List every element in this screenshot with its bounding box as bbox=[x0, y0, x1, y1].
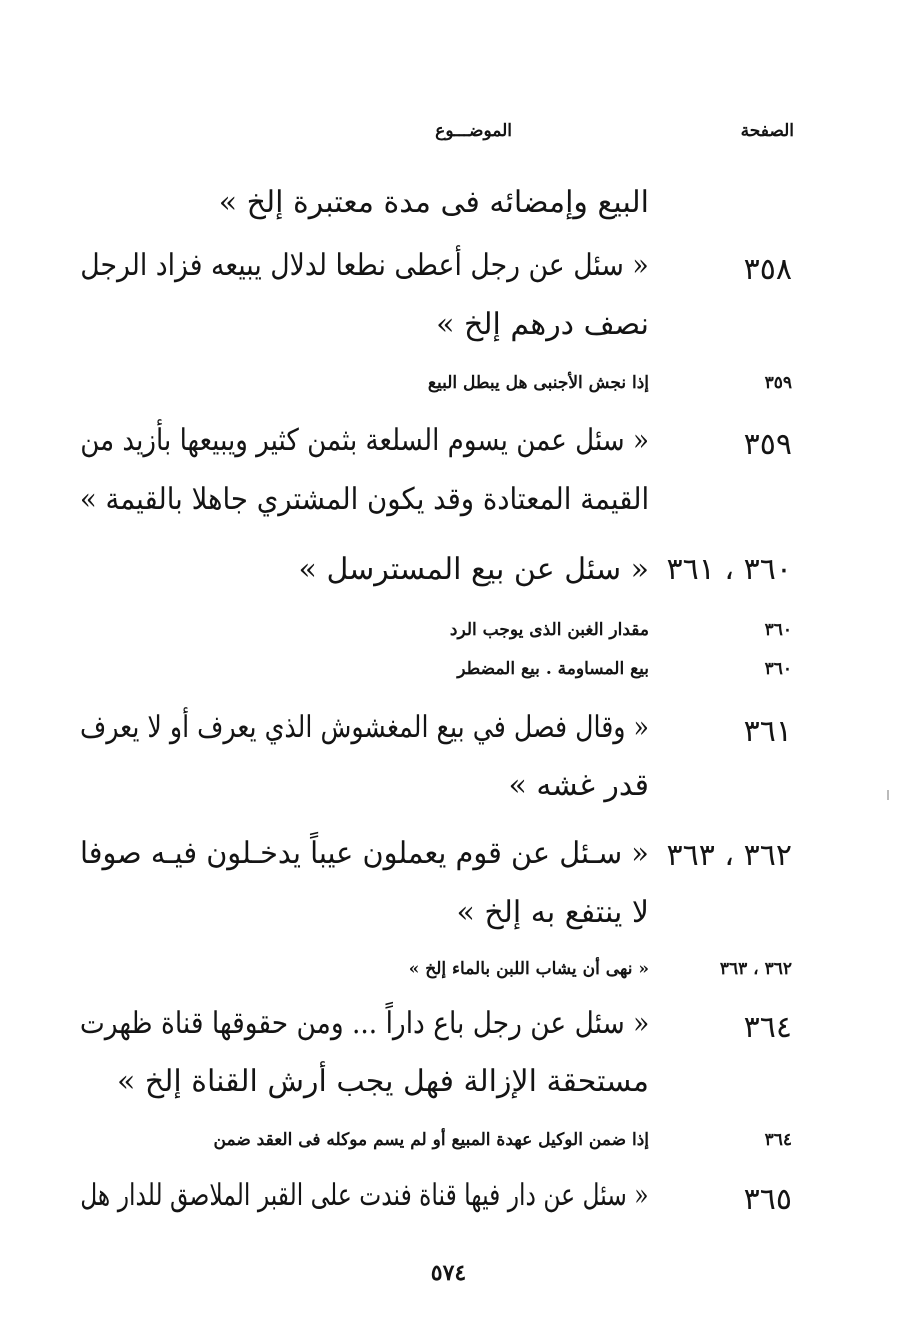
entry-page-number: ٣٥٩ bbox=[743, 427, 792, 462]
entry-line: « سئل عن رجل أعطى نطعا لدلال يبيعه فزاد الرجل bbox=[80, 248, 649, 283]
margin-mark bbox=[887, 790, 889, 800]
entry-page-number: ٣٦٥ bbox=[743, 1182, 792, 1217]
entry-page-range: ٣٦٠ ، ٣٦١ bbox=[666, 552, 792, 587]
entry-line-small: إذا نجش الأجنبى هل يبطل البيع bbox=[427, 373, 649, 393]
entry-line-small: « نهى أن يشاب اللبن بالماء إلخ » bbox=[408, 959, 649, 979]
page-number-footer: ٥٧٤ bbox=[430, 1260, 467, 1286]
entry-page-range: ٣٦٢ ، ٣٦٣ bbox=[666, 838, 792, 873]
entry-line: « وقال فصل في بيع المغشوش الذي يعرف أو لا يعرف bbox=[79, 710, 649, 745]
entry-line: « سئل عن بيع المسترسل » bbox=[298, 552, 649, 587]
entry-page-number: ٣٦٠ bbox=[764, 620, 792, 640]
entry-line: « سئل عن دار فيها قناة فندت على القبر الملاصق للدار هل bbox=[80, 1178, 649, 1213]
entry-continuation: البيع وإمضائه فى مدة معتبرة إلخ » bbox=[218, 185, 649, 220]
entry-page-number: ٣٥٨ bbox=[743, 252, 792, 287]
entry-page-number: ٣٦٤ bbox=[743, 1010, 792, 1045]
entry-page-number: ٣٦١ bbox=[743, 714, 792, 749]
entry-line: « سـئل عن قوم يعملون عيباً يدخـلون فيـه صوفا bbox=[80, 836, 649, 871]
entry-page-number: ٣٦٠ bbox=[764, 659, 792, 679]
entry-line: « سئل عن رجل باع داراً ... ومن حقوقها قناة ظهرت bbox=[79, 1006, 649, 1041]
entry-line-continued: نصف درهم إلخ » bbox=[436, 307, 649, 342]
entry-line-small: إذا ضمن الوكيل عهدة المبيع أو لم يسم موكله فى العقد ضمن bbox=[213, 1130, 649, 1150]
page-column-header: الصفحة bbox=[740, 121, 794, 141]
entry-page-range: ٣٦٢ ، ٣٦٣ bbox=[719, 959, 792, 979]
entry-line-continued: القيمة المعتادة وقد يكون المشتري جاهلا بالقيمة » bbox=[79, 482, 649, 517]
entry-page-number: ٣٦٤ bbox=[764, 1130, 792, 1150]
entry-line-small: بيع المساومة . بيع المضطر bbox=[457, 659, 649, 679]
entry-line-continued: لا ينتفع به إلخ » bbox=[456, 895, 649, 930]
entry-line: « سئل عمن يسوم السلعة بثمن كثير ويبيعها بأزيد من bbox=[80, 423, 649, 458]
subject-column-header: الموضـــوع bbox=[435, 121, 512, 141]
entry-line-continued: قدر غشه » bbox=[508, 768, 649, 803]
entry-line-continued: مستحقة الإزالة فهل يجب أرش القناة إلخ » bbox=[116, 1064, 649, 1099]
entry-line-small: مقدار الغبن الذى يوجب الرد bbox=[449, 620, 649, 640]
entry-page-number: ٣٥٩ bbox=[764, 373, 792, 393]
